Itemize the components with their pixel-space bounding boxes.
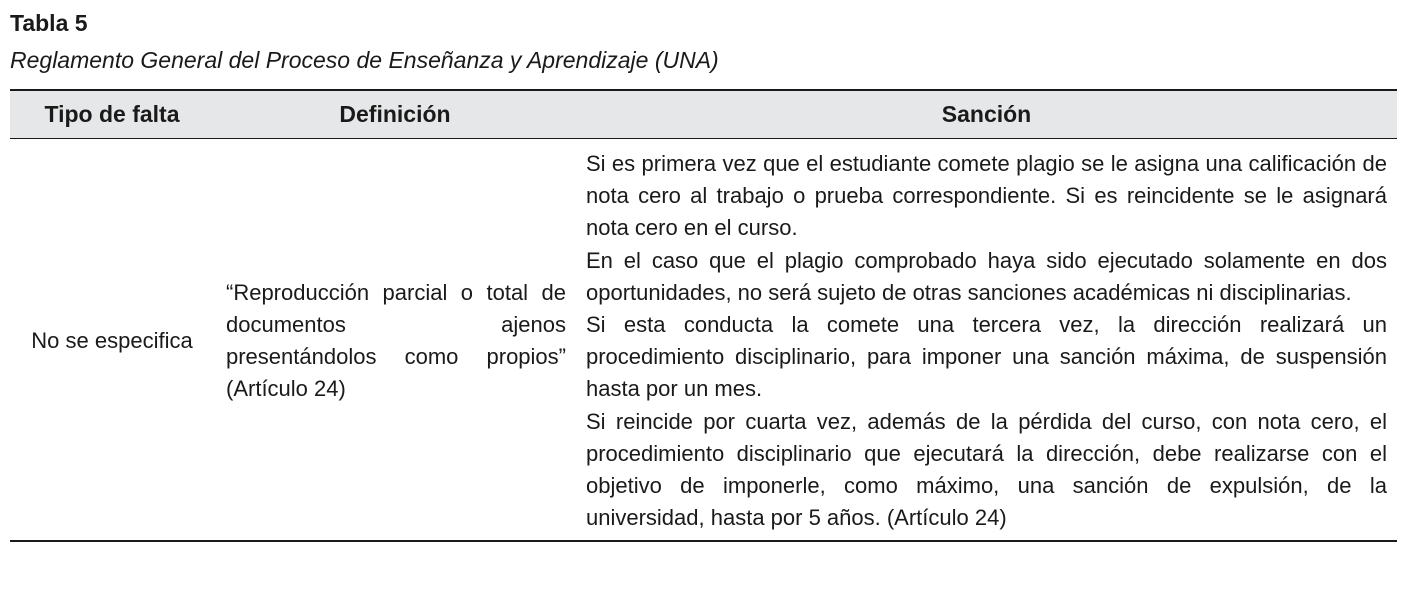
table-header-row	[10, 90, 1397, 139]
table-row	[10, 139, 1397, 542]
header-definicion: Definición	[214, 90, 576, 139]
sancion-paragraph-4: Si reincide por cuarta vez, además de la pérdida del curso, con nota cero, el procedimiento disciplinario que ejecutará la dirección, debe realizarse con el objetivo de imponerle, como máximo, una sanción de expulsión, de la universidad, hasta por 5 años. (Artículo 24)	[586, 408, 1387, 531]
table	[10, 89, 1397, 542]
header-sancion: Sanción	[576, 90, 1397, 139]
table-caption: Reglamento General del Proceso de Enseñanza y Aprendizaje (UNA)	[10, 47, 719, 73]
sancion-paragraph-2: En el caso que el plagio comprobado haya sido ejecutado solamente en dos oportunidades, no será sujeto de otras sanciones académicas ni disciplinarias.	[586, 247, 1387, 305]
header-tipo-de-falta: Tipo de falta	[10, 90, 214, 139]
table-label: Tabla 5	[10, 10, 88, 36]
cell-definicion: “Reproducción parcial o total de documentos ajenos presentándolos como propios” (Artículo 24)	[214, 139, 576, 542]
cell-tipo-de-falta: No se especifica	[10, 139, 214, 542]
sancion-paragraph-1: Si es primera vez que el estudiante comete plagio se le asigna una calificación de nota cero al trabajo o prueba correspondiente. Si es reincidente se le asignará nota cero en el curso.	[586, 151, 1387, 241]
sancion-paragraph-3: Si esta conducta la comete una tercera vez, la dirección realizará un procedimiento disciplinario, para imponer una sanción máxima, de suspensión hasta por un mes.	[586, 312, 1387, 402]
cell-sancion	[576, 139, 1397, 542]
regulation-table	[10, 89, 1397, 542]
